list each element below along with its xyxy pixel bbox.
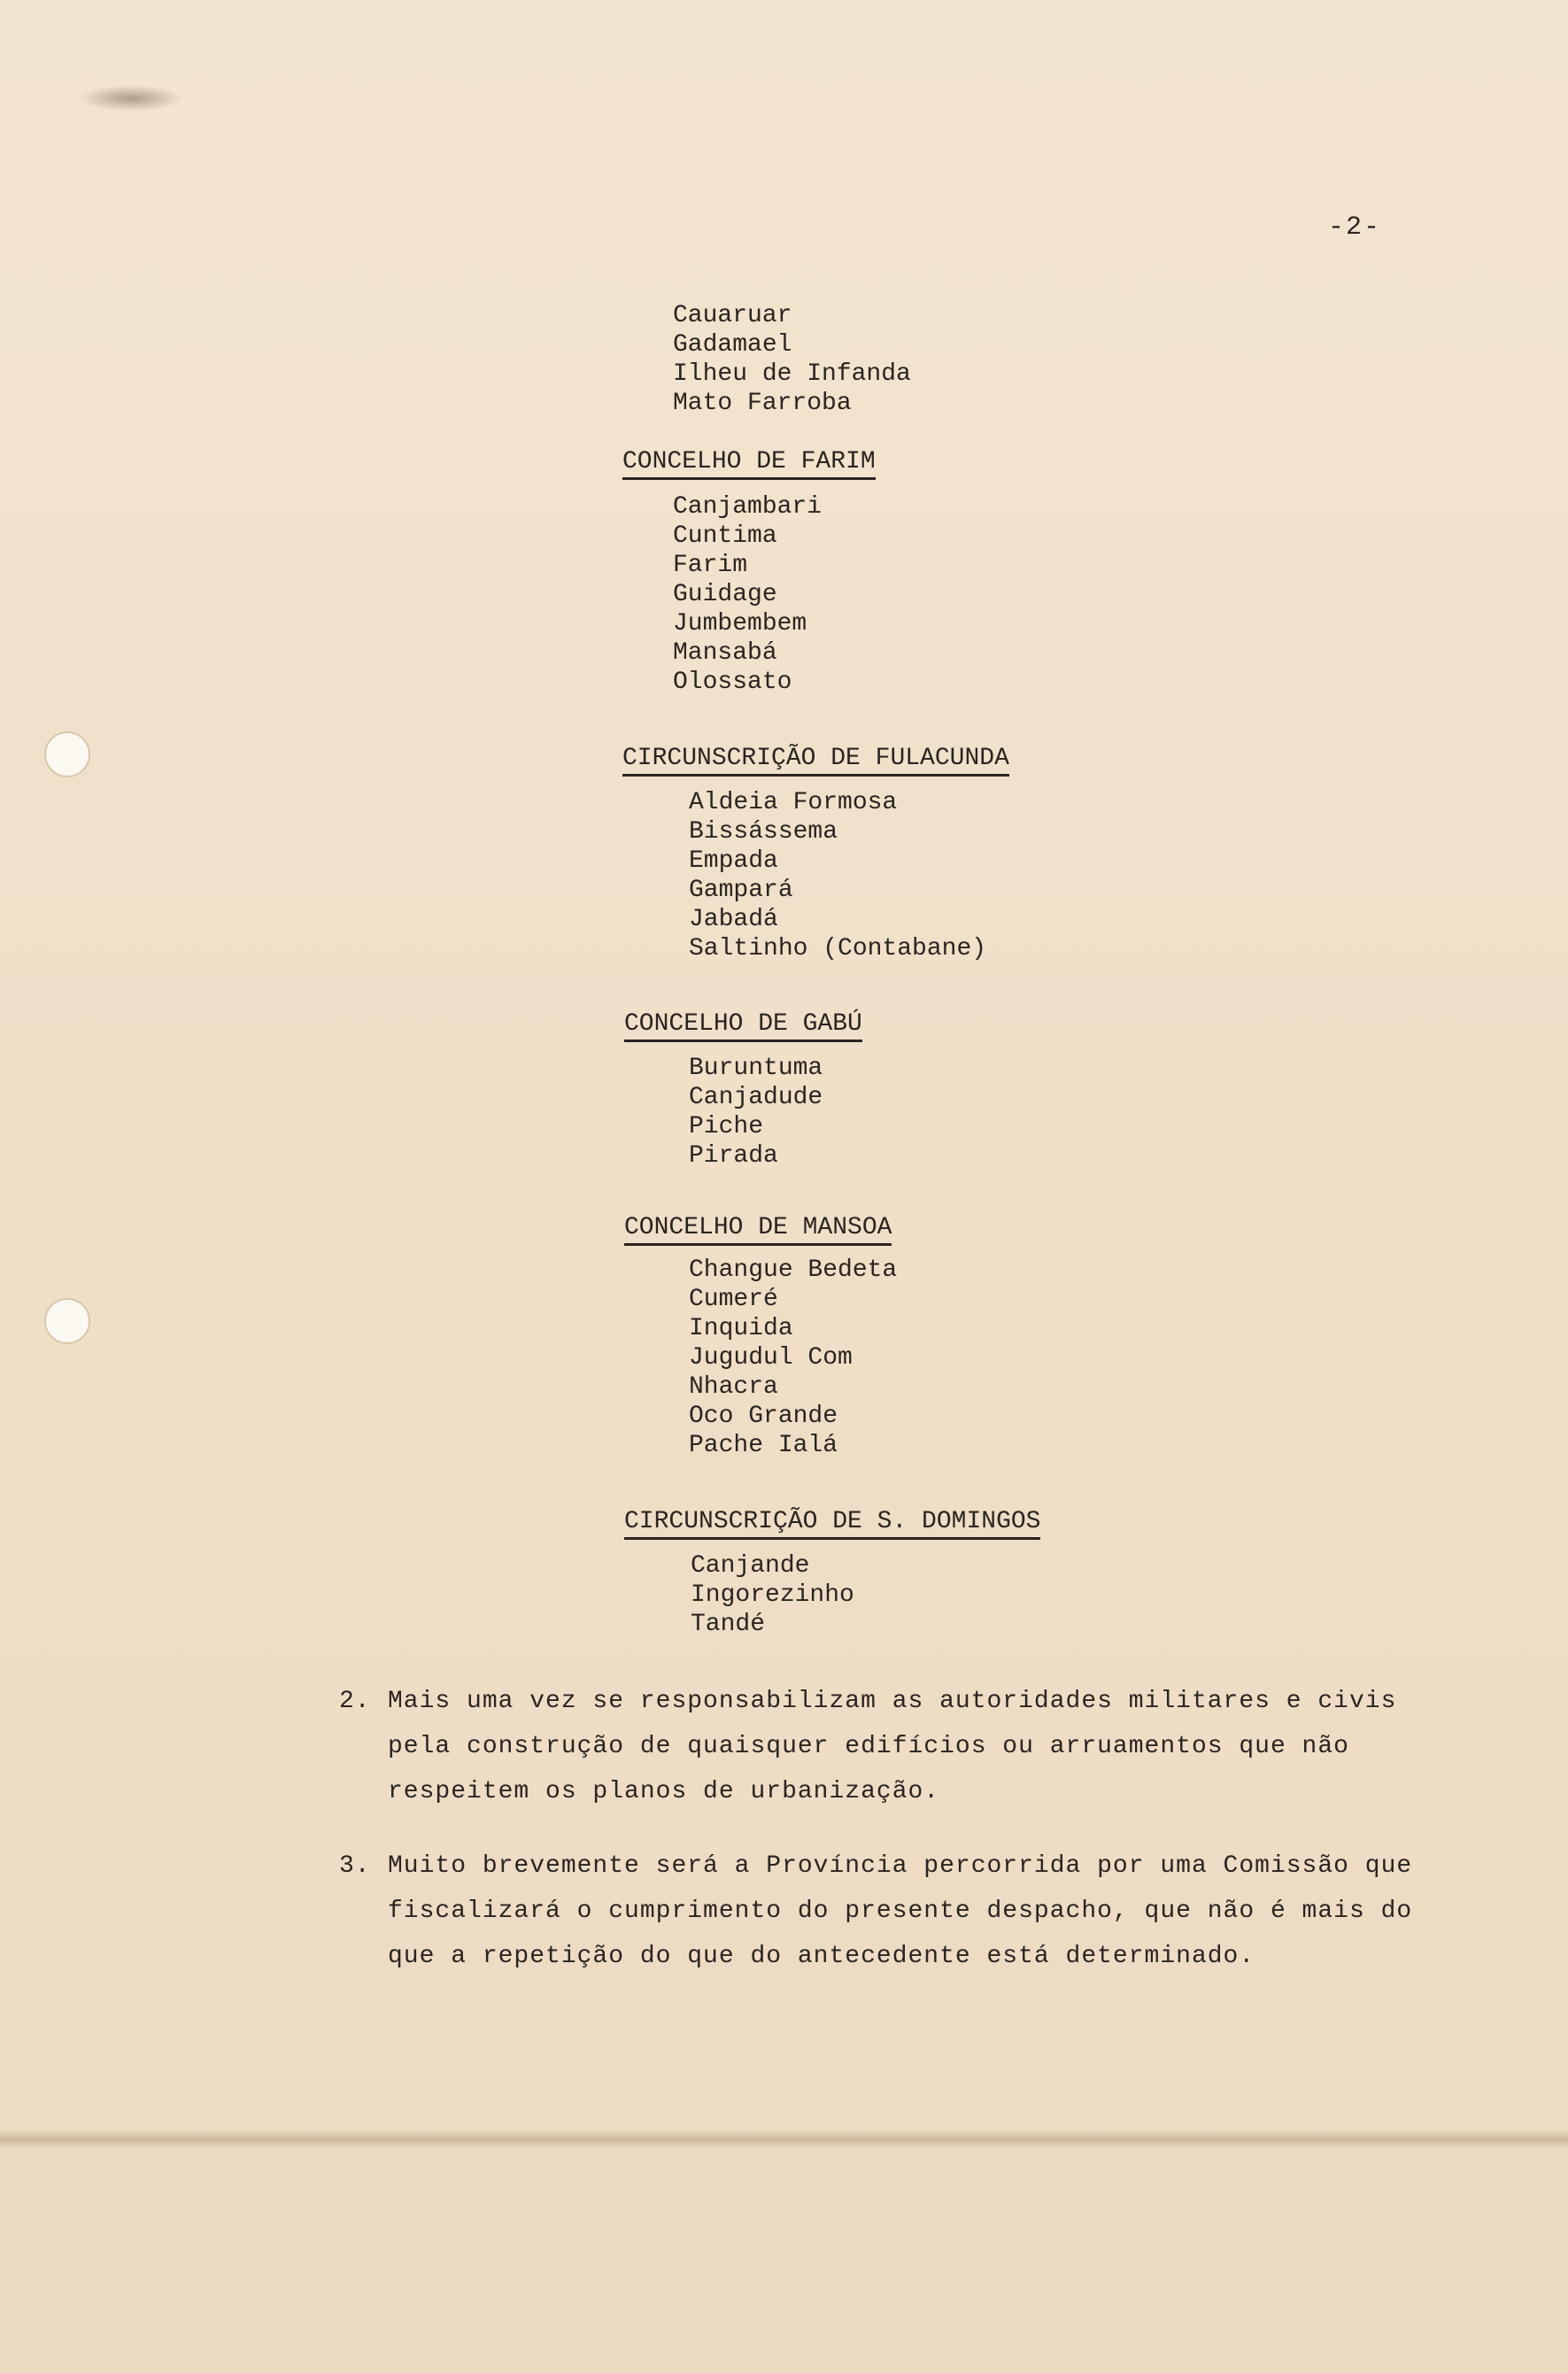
paragraph-line: que a repetição do que do antecedente está determinado. [388, 1943, 1255, 1970]
punch-hole [44, 1298, 90, 1344]
list-item: Oco Grande [689, 1403, 838, 1430]
numbered-paragraph [339, 1679, 1455, 1814]
place-list [673, 301, 911, 418]
list-item: Farim [673, 552, 748, 579]
list-item: Cauaruar [673, 302, 792, 329]
place-list [691, 1551, 854, 1639]
place-list [689, 1256, 897, 1460]
folded-paper-strip [0, 2149, 1568, 2373]
list-item: Piche [689, 1113, 764, 1140]
section-heading: CONCELHO DE FARIM [622, 447, 876, 480]
paragraph-line: Muito brevemente será a Província percorrida por uma Comissão que [388, 1852, 1413, 1880]
list-item: Jabadá [689, 906, 778, 933]
list-item: Guidage [673, 581, 777, 608]
list-item: Cumeré [689, 1286, 778, 1313]
numbered-paragraph [339, 1844, 1455, 1979]
paragraph-number: 3. [339, 1852, 371, 1880]
list-item: Aldeia Formosa [689, 789, 898, 816]
page-number: -2- [1328, 213, 1382, 243]
section-heading: CONCELHO DE GABÚ [624, 1009, 862, 1042]
list-item: Nhacra [689, 1373, 778, 1401]
list-item: Bissássema [689, 818, 838, 846]
list-item: Ingorezinho [691, 1581, 854, 1609]
list-item: Buruntuma [689, 1055, 823, 1082]
list-item: Jugudul Com [689, 1344, 853, 1372]
list-item: Canjambari [673, 493, 823, 521]
section-heading: CONCELHO DE MANSOA [624, 1213, 892, 1246]
list-item: Tandé [691, 1611, 766, 1638]
paragraph-line: Mais uma vez se responsabilizam as autoridades militares e civis [388, 1688, 1397, 1715]
list-item: Empada [689, 847, 778, 875]
place-list [689, 1054, 823, 1171]
list-item: Mansabá [673, 639, 777, 667]
paragraph-line: respeitem os planos de urbanização. [388, 1778, 940, 1805]
list-item: Ilheu de Infanda [673, 360, 911, 388]
list-item: Saltinho (Contabane) [689, 935, 987, 962]
list-item: Pache Ialá [689, 1432, 838, 1459]
list-item: Mato Farroba [673, 390, 852, 417]
list-item: Inquida [689, 1315, 793, 1342]
list-item: Olossato [673, 669, 792, 696]
list-item: Jumbembem [673, 610, 807, 638]
section-heading: CIRCUNSCRIÇÃO DE S. DOMINGOS [624, 1507, 1040, 1540]
list-item: Canjadude [689, 1084, 823, 1111]
list-item: Cuntima [673, 522, 777, 550]
section-heading: CIRCUNSCRIÇÃO DE FULACUNDA [622, 744, 1009, 777]
punch-hole [44, 731, 90, 777]
paragraph-line: pela construção de quaisquer edifícios ou arruamentos que não [388, 1733, 1349, 1760]
list-item: Canjande [691, 1552, 810, 1580]
list-item: Changue Bedeta [689, 1256, 898, 1284]
paper-fold [0, 2130, 1568, 2149]
place-list [673, 492, 822, 697]
place-list [689, 788, 986, 963]
list-item: Pirada [689, 1142, 778, 1170]
ink-smudge [78, 85, 184, 112]
paragraph-number: 2. [339, 1688, 371, 1715]
list-item: Gampará [689, 877, 793, 904]
list-item: Gadamael [673, 331, 792, 359]
paragraph-line: fiscalizará o cumprimento do presente despacho, que não é mais do [388, 1898, 1413, 1925]
